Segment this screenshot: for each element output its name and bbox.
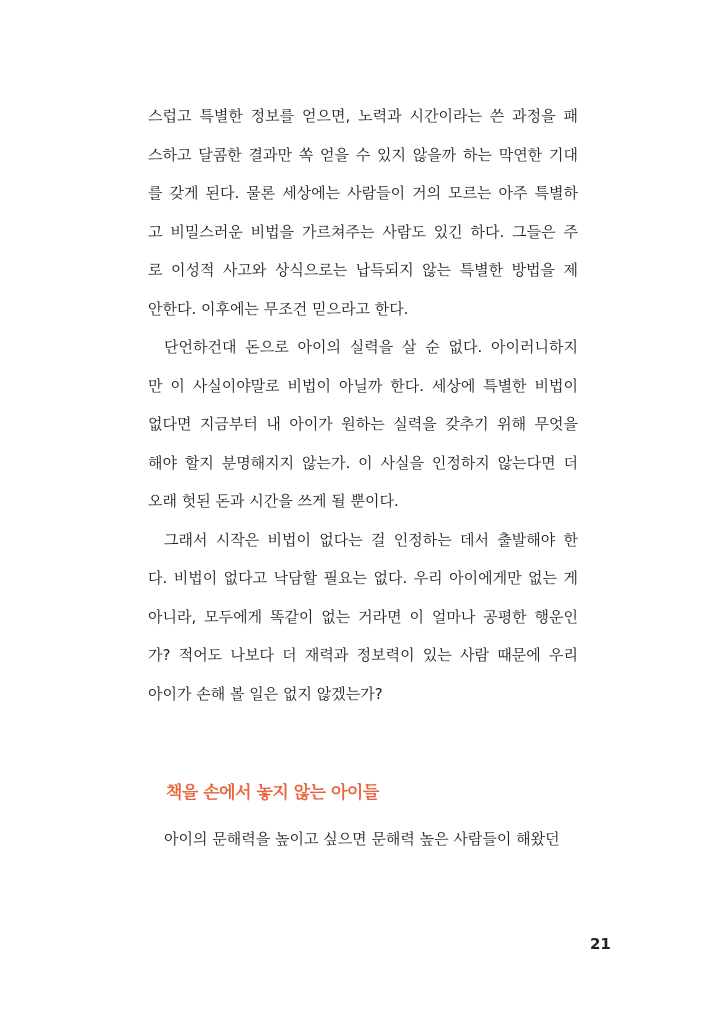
text-line: 다. 비법이 없다고 낙담할 필요는 없다. 우리 아이에게만 없는 게 bbox=[148, 569, 578, 587]
text-line: 없다면 지금부터 내 아이가 원하는 실력을 갖추기 위해 무엇을 bbox=[148, 415, 578, 433]
body-text bbox=[148, 97, 578, 713]
text-line: 오래 헛된 돈과 시간을 쓰게 될 뿐이다. bbox=[148, 492, 399, 510]
text-line: 해야 할지 분명해지지 않는가. 이 사실을 인정하지 않는다면 더 bbox=[148, 453, 578, 472]
text-line: 단언하건대 돈으로 아이의 실력을 살 순 없다. 아이러니하지 bbox=[164, 338, 578, 356]
paragraph-4 bbox=[148, 820, 578, 859]
section-heading: 책을 손에서 놓지 않는 아이들 bbox=[166, 783, 379, 803]
text-line: 안한다. 이후에는 무조건 믿으라고 한다. bbox=[148, 299, 409, 318]
text-line: 만 이 사실이야말로 비법이 아닐까 한다. 세상에 특별한 비법이 bbox=[148, 376, 578, 395]
paragraph-3 bbox=[148, 521, 578, 714]
text-line: 스럽고 특별한 정보를 얻으면, 노력과 시간이라는 쓴 과정을 패 bbox=[148, 107, 578, 125]
text-line: 고 비밀스러운 비법을 가르쳐주는 사람도 있긴 하다. 그들은 주 bbox=[148, 222, 578, 241]
text-line: 로 이성적 사고와 상식으로는 납득되지 않는 특별한 방법을 제 bbox=[148, 261, 578, 279]
paragraph-1 bbox=[148, 97, 578, 328]
page-number: 21 bbox=[590, 935, 611, 953]
text-line: 아이가 손해 볼 일은 없지 않겠는가? bbox=[148, 684, 383, 703]
paragraph-2 bbox=[148, 328, 578, 521]
text-line: 스하고 달콤한 결과만 쏙 얻을 수 있지 않을까 하는 막연한 기대 bbox=[148, 145, 578, 164]
text-line: 아이의 문해력을 높이고 싶으면 문해력 높은 사람들이 해왔던 bbox=[164, 830, 560, 848]
text-line: 그래서 시작은 비법이 없다는 걸 인정하는 데서 출발해야 한 bbox=[164, 530, 578, 549]
text-line: 를 갖게 된다. 물론 세상에는 사람들이 거의 모르는 아주 특별하 bbox=[148, 184, 578, 202]
text-line: 가? 적어도 나보다 더 재력과 정보력이 있는 사람 때문에 우리 bbox=[148, 646, 578, 664]
text-line: 아니라, 모두에게 똑같이 없는 거라면 이 얼마나 공평한 행운인 bbox=[148, 607, 578, 626]
